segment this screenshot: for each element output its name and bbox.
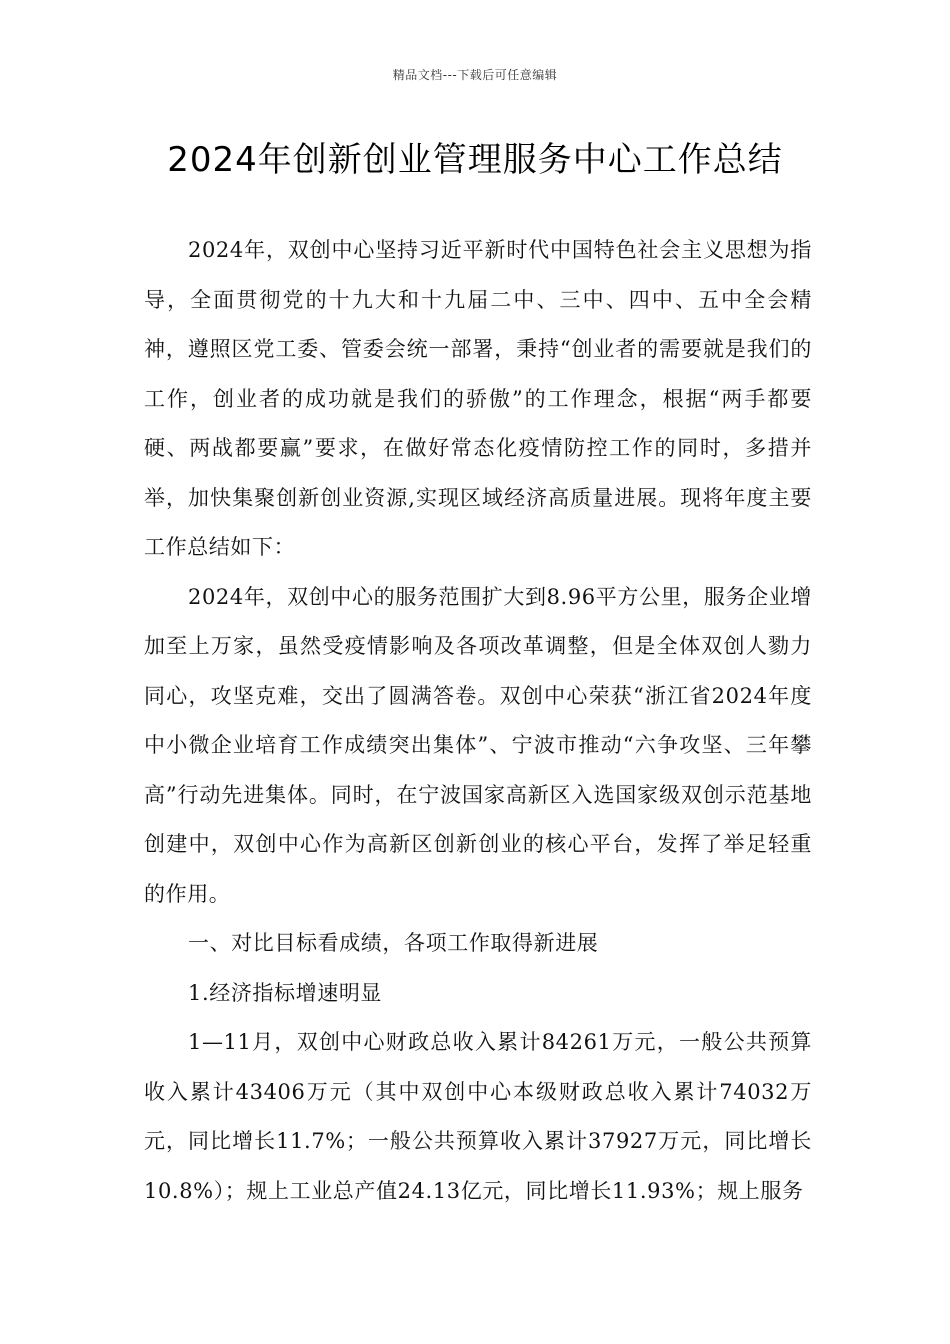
- document-title: 2024年创新创业管理服务中心工作总结: [167, 140, 783, 180]
- document-body: [144, 226, 812, 1216]
- section-heading: 一、对比目标看成绩，各项工作取得新进展: [188, 931, 599, 955]
- header-note: 精品文档---下载后可任意编辑: [392, 68, 558, 82]
- paragraph-intro: 2024年，双创中心坚持习近平新时代中国特色社会主义思想为指导，全面贯彻党的十九大和十九届二中、三中、四中、五中全会精神，遵照区党工委、管委会统一部署，秉持“创业者的需要就是我们的工作，创业者的成功就是我们的骄傲”的工作理念，根据“两手都要硬、两战都要赢”要求，在做好常态化疫情防控工作的同时，多措并举，加快集聚创新创业资源,实现区域经济高质量进展。现将年度主要工作总结如下：: [144, 238, 812, 559]
- paragraph-overview: 2024年，双创中心的服务范围扩大到8.96平方公里，服务企业增加至上万家，虽然受疫情影响及各项改革调整，但是全体双创人勠力同心，攻坚克难，交出了圆满答卷。双创中心荣获“浙江省2024年度中小微企业培育工作成绩突出集体”、宁波市推动“六争攻坚、三年攀高”行动先进集体。同时，在宁波国家高新区入选国家级双创示范基地创建中，双创中心作为高新区创新创业的核心平台，发挥了举足轻重的作用。: [144, 584, 812, 906]
- paragraph-economic-indicators: 1—11月，双创中心财政总收入累计84261万元，一般公共预算收入累计43406万元（其中双创中心本级财政总收入累计74032万元，同比增长11.7%；一般公共预算收入累计37927万元，同比增长10.8%）；规上工业总产值24.13亿元，同比增长11.93%；规上服务: [144, 1030, 812, 1203]
- subsection-heading: 1.经济指标增速明显: [188, 980, 383, 1005]
